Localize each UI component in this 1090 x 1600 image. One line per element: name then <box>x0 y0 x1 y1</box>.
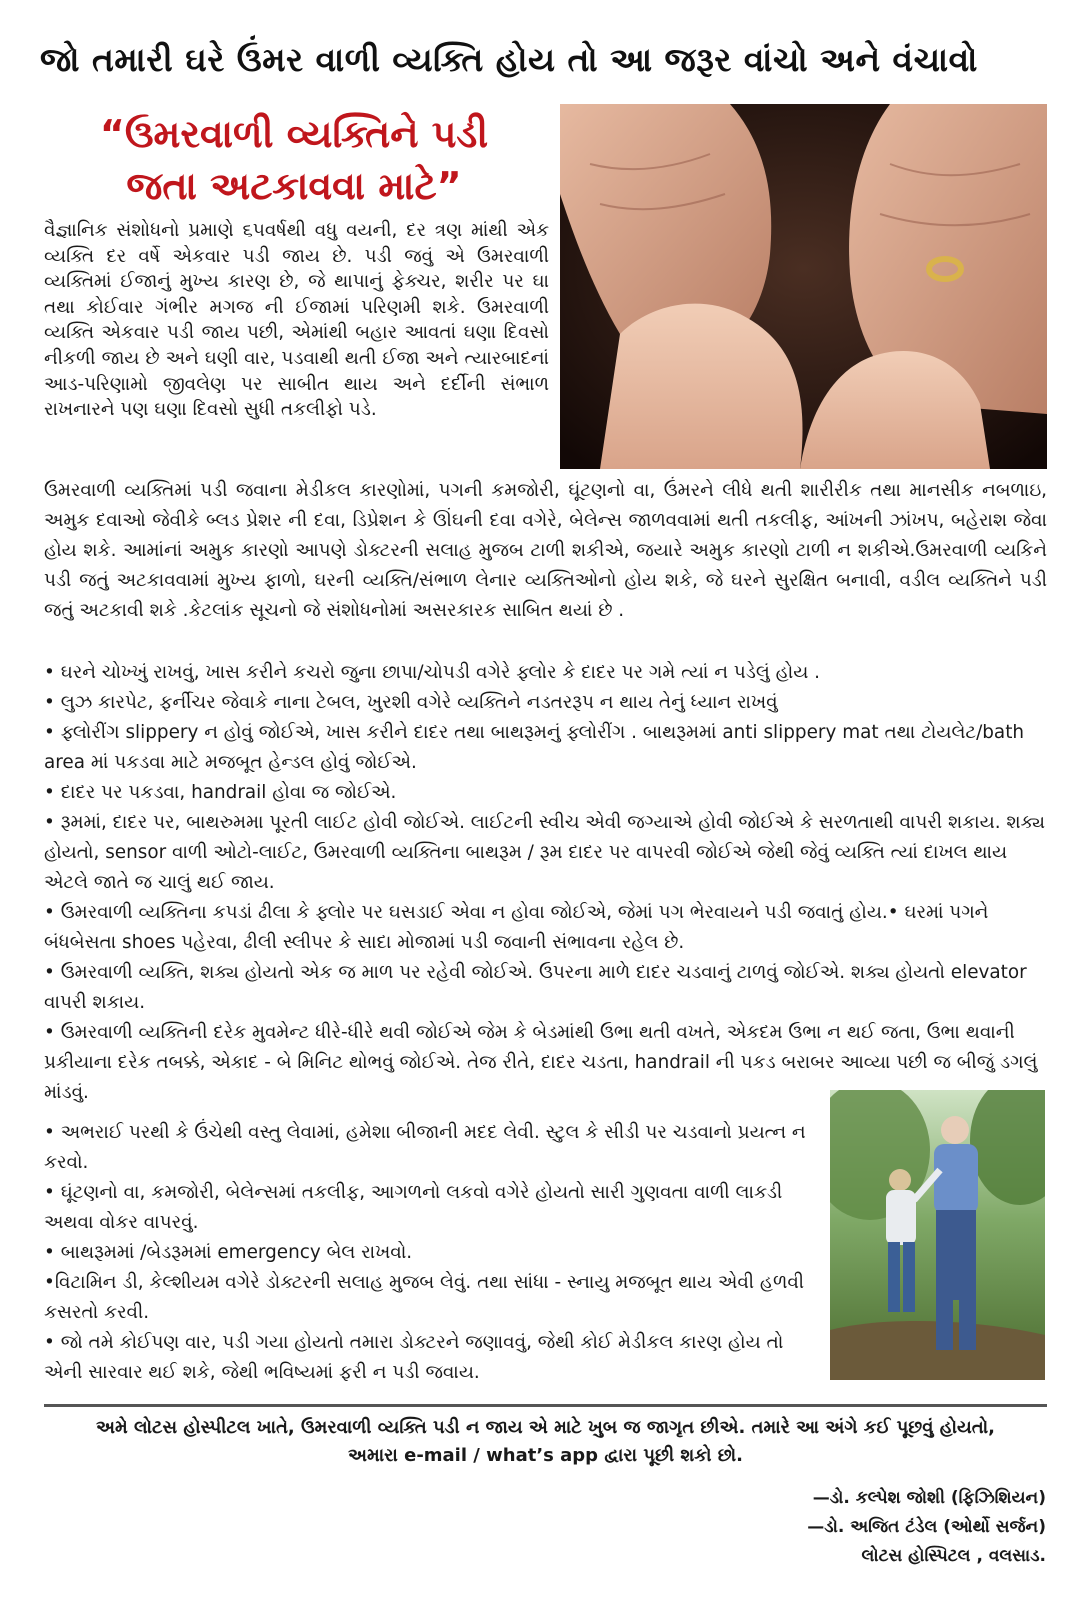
footer-divider <box>44 1404 1047 1407</box>
tips-list-wide <box>44 658 1047 1108</box>
tip-item: • ઘરને ચોખ્ખું રાખવું, ખાસ કરીને કચરો જુના છાપા/ચોપડી વગેરે ફ્લોર કે દાદર પર ગમે ત્યાં ન પડેલું હોય . <box>44 662 820 683</box>
signature-block <box>646 1484 1046 1571</box>
signature-doctor-2: —ડો. અજિત ટંડેલ (ઓર્થો સર્જન) <box>807 1517 1046 1537</box>
tip-item: • અભરાઈ પરથી કે ઉંચેથી વસ્તુ લેવામાં, હમેશા બીજાની મદદ લેવી. સ્ટુલ કે સીડી પર ચડવાનો પ્રયત્ન ન કરવો. <box>44 1122 806 1173</box>
body-paragraph: ઉમરવાળી વ્યક્તિમાં પડી જવાના મેડીકલ કારણોમાં, પગની કમજોરી, ઘૂંટણનો વા, ઉંમરને લીધે થતી શારીરીક તથા માનસીક નબળાઇ, અમુક દવાઓ જેવીકે બ્લડ પ્રેશર ની દવા, ડિપ્રેશન કે ઊંઘની દવા વગેરે, બેલેન્સ જાળવવામાં થતી તકલીફ, આંખની ઝાંખપ, બહેરાશ જેવા હોય શકે. આમાંનાં અમુક કારણો આપણે ડોક્ટરની સલાહ મુજબ ટાળી શકીએ, જયારે અમુક કારણો ટાળી ન શકીએ.ઉમરવાળી વ્યકિને પડી જતું અટકાવવામાં મુખ્ય ફાળો, ઘરની વ્યક્તિ/સંભાળ લેનાર વ્યક્તિઓનો હોય શકે, જે ઘરને સુરક્ષિત બનાવી, વડીલ વ્યક્તિને પડી જતું અટકાવી શકે .કેટલાંક સૂચનો જે સંશોધનોમાં અસરકારક સાબિત થયાં છે . <box>44 480 1047 621</box>
footer-note <box>44 1414 1047 1470</box>
headline: જો તમારી ઘરે ઉંમર વાળી વ્યક્તિ હોય તો આ જરૂર વાંચો અને વંચાવો <box>40 40 978 79</box>
tip-item: • ફ્લોરીંગ slippery ન હોવું જોઈએ, ખાસ કરીને દાદર તથા બાથરૂમનું ફ્લોરીંગ . બાથરૂમમાં anti slippery mat તથા ટોયલેટ/bath area માં પકડવા માટે મજબૂત હેન્ડલ હોવું જોઈએ. <box>44 722 1025 773</box>
tip-item: • ઉમરવાળી વ્યક્તિના કપડાં ઢીલા કે ફ્લોર પર ઘસડાઈ એવા ન હોવા જોઈએ, જેમાં પગ ભેરવાયને પડી જવાતું હોય.• ઘરમાં પગને બંધબેસતા shoes પહેરવા, ઢીલી સ્લીપર કે સાદા મોજામાં પડી જવાની સંભાવના રહેલ છે. <box>44 902 989 953</box>
tip-item: • ઉમરવાળી વ્યક્તિ, શક્ય હોયતો એક જ માળ પર રહેવી જોઈએ. ઉપરના માળે દાદર ચડવાનું ટાળવું જોઈએ. શક્ય હોયતો elevator વાપરી શકાય. <box>44 962 1027 1013</box>
tip-item: •વિટામિન ડી, કેલ્શીયમ વગેરે ડોક્ટરની સલાહ મુજબ લેવું. તથા સાંધા - સ્નાયુ મજબૂત થાય એવી હળવી કસરતો કરવી. <box>44 1272 805 1323</box>
tip-item: • દાદર પર પકડવા, handrail હોવા જ જોઈએ. <box>44 782 397 803</box>
signature-hospital: લોટસ હોસ્પિટલ , વલસાડ. <box>861 1546 1046 1566</box>
tip-item: • ઉમરવાળી વ્યક્તિની દરેક મુવમેન્ટ ધીરે-ધીરે થવી જોઈએ જેમ કે બેડમાંથી ઉભા થતી વખતે, એકદમ ઉભા ન થઈ જતા, ઉભા થવાની પ્રકીયાના દરેક તબક્કે, એકાદ - બે મિનિટ થોભવું જોઈએ. તેજ રીતે, દાદર ચડતા, handrail ની પકડ બરાબર આવ્યા પછી જ બીજું ડગલું માંડવું. <box>44 1022 1038 1103</box>
tip-item: • ઘૂંટણનો વા, કમજોરી, બેલેન્સમાં તકલીફ, આગળનો લકવો વગેરે હોયતો સારી ગુણવતા વાળી લાકડી અથવા વોકર વાપરવું. <box>44 1182 783 1233</box>
tip-item: • જો તમે કોઈપણ વાર, પડી ગયા હોયતો તમારા ડોક્ટરને જણાવવું, જેથી કોઈ મેડીકલ કારણ હોય તો એની સારવાર થઈ શકે, જેથી ભવિષ્યમાં ફરી ન પડી જવાય. <box>44 1332 784 1383</box>
tip-item: • લુઝ કારપેટ, ફર્નીચર જેવાકે નાના ટેબલ, ખુરશી વગેરે વ્યક્તિને નડતરરૂપ ન થાય તેનું ધ્યાન રાખવું <box>44 692 778 713</box>
article-title-line-2: જતા અટકાવવા માટે” <box>126 164 462 208</box>
tip-item: • બાથરૂમમાં /બેડરૂમમાં emergency બેલ રાખવો. <box>44 1242 413 1263</box>
tip-item: • રૂમમાં, દાદર પર, બાથરુમમા પૂરતી લાઈટ હોવી જોઈએ. લાઈટની સ્વીચ એવી જગ્યાએ હોવી જોઈએ કે સરળતાથી વાપરી શકાય. શક્ય હોયતો, sensor વાળી ઓટો-લાઈટ, ઉમરવાળી વ્યક્તિના બાથરૂમ / રૂમ દાદર પર વાપરવી જોઈએ જેથી જેવું વ્યક્તિ ત્યાં દાખલ થાય એટલે જાતે જ ચાલું થઈ જાય. <box>44 812 1046 893</box>
grandfather-child-photo <box>830 1090 1045 1380</box>
tips-list-narrow <box>44 1118 814 1388</box>
intro-paragraph: વૈજ્ઞાનિક સંશોધનો પ્રમાણે ૬૫વર્ષથી વધુ વયની, દર ત્રણ માંથી એક વ્યક્તિ દર વર્ષે એકવાર પડી જાય છે. પડી જવું એ ઉમરવાળી વ્યક્તિમાં ઈજાનું મુખ્ય કારણ છે, જે થાપાનું ફેક્ચર, શરીર પર ઘા તથા કોઈવાર ગંભીર મગજ ની ઈજામાં પરિણમી શકે. ઉમરવાળી વ્યક્તિ એકવાર પડી જાય પછી, એમાંથી બહાર આવતાં ઘણા દિવસો નીકળી જાય છે અને ઘણી વાર, પડવાથી થતી ઈજા અને ત્યારબાદનાં આડ-પરિણામો જીવલેણ પર સાબીત થાય અને દર્દીની સંભાળ રાખનારને પણ ઘણા દિવસો સુધી તકલીફો પડે. <box>44 220 549 421</box>
article-title-line-1: “ઉમરવાળી વ્યક્તિને પડી <box>99 112 489 156</box>
footer-line-2: અમારા e-mail / what’s app દ્વારા પૂછી શકો છો. <box>348 1445 743 1466</box>
signature-doctor-1: —ડો. કલ્પેશ જોશી (ફિઝિશિયન) <box>812 1488 1046 1508</box>
footer-line-1: અમે લોટસ હોસ્પીટલ ખાતે, ઉમરવાળી વ્યક્તિ પડી ન જાય એ માટે ખુબ જ જાગૃત છીએ. તમારે આ અંગે કઈ પૂછવું હોયતો, <box>95 1417 995 1438</box>
article-title <box>44 108 544 212</box>
elderly-hands-photo <box>560 104 1047 469</box>
